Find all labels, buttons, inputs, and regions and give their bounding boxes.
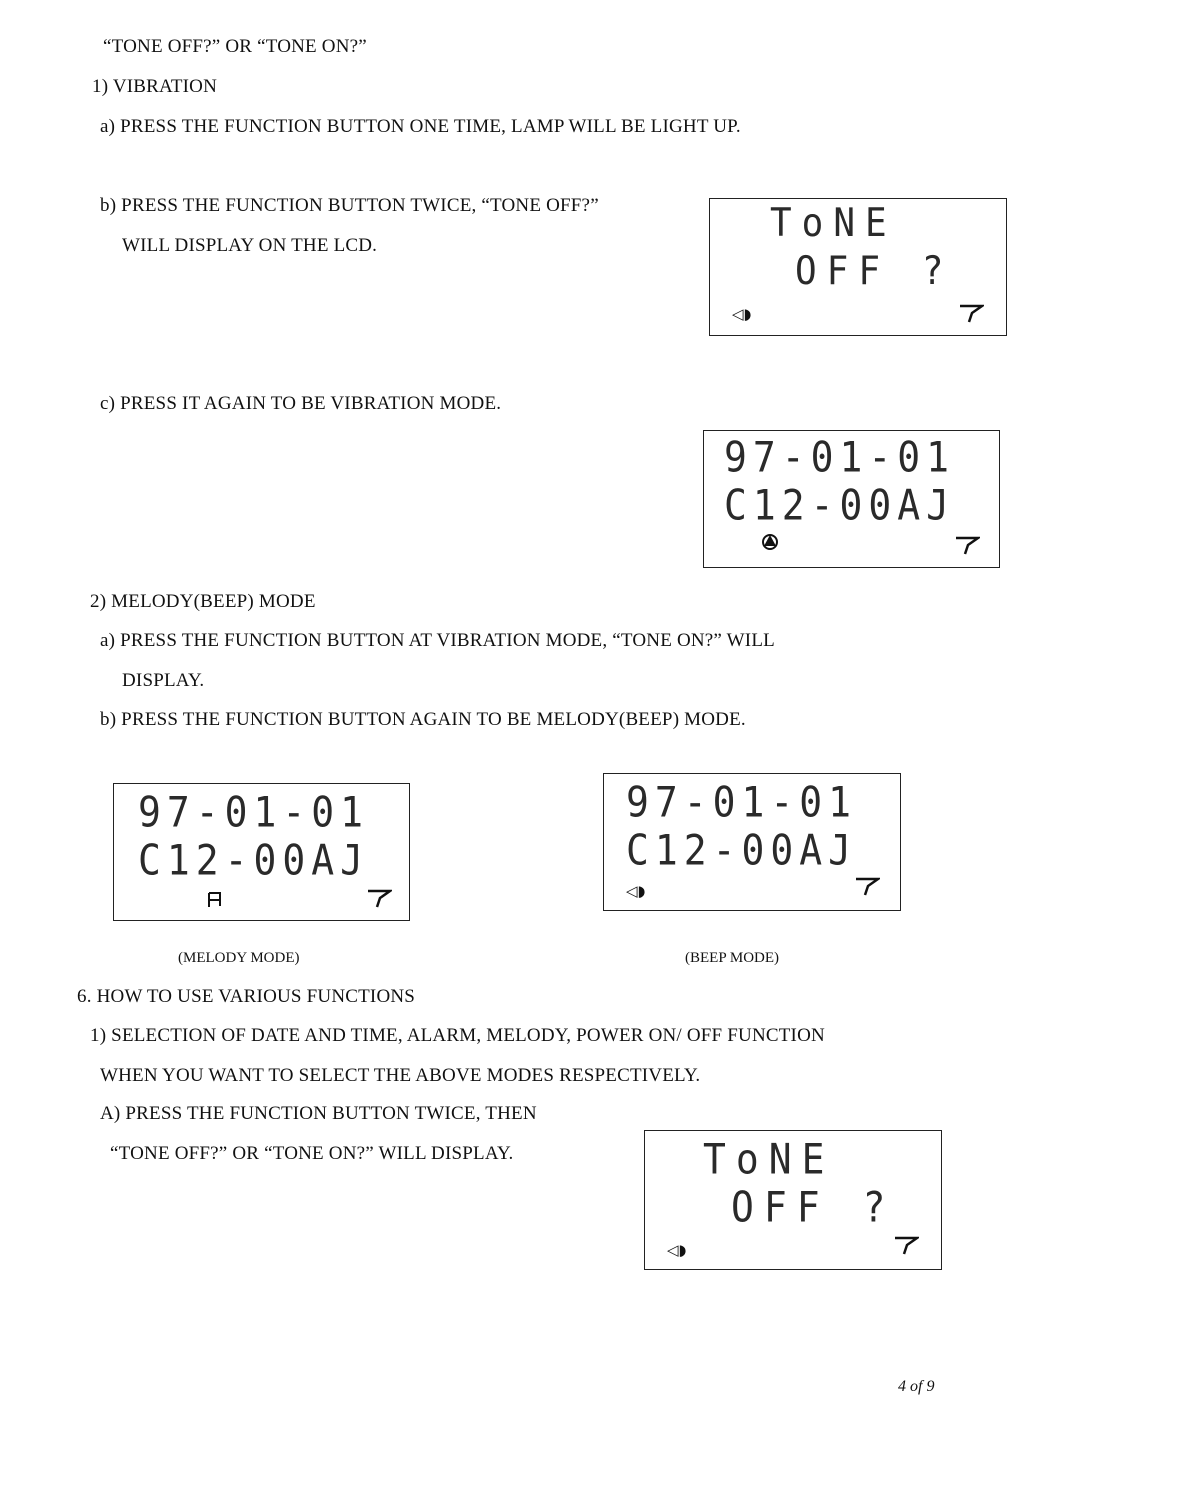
step-selection-a: A) PRESS THE FUNCTION BUTTON TWICE, THEN [100, 1103, 537, 1124]
speaker-icon: ◁◗ [626, 882, 646, 900]
heading-vibration: 1) VIBRATION [92, 76, 218, 97]
lcd-time-row: C12-00AJ [138, 835, 370, 885]
step-melody-b: b) PRESS THE FUNCTION BUTTON AGAIN TO BE MELODY(BEEP) MODE. [100, 709, 746, 730]
step-vibration-b: b) PRESS THE FUNCTION BUTTON TWICE, “TONE OFF?” [100, 195, 599, 216]
lcd-time-row: C12-00AJ [626, 825, 858, 875]
lcd-row-top: ToNE [770, 200, 897, 247]
antenna-icon [854, 876, 880, 896]
lcd-vibration-mode [703, 430, 1000, 568]
step-selection-a-cont: “TONE OFF?” OR “TONE ON?” WILL DISPLAY. [110, 1143, 514, 1164]
antenna-icon [958, 303, 984, 323]
lcd-date-row: 97-01-01 [724, 432, 956, 482]
lcd-melody-mode [113, 783, 410, 921]
step-vibration-b-cont: WILL DISPLAY ON THE LCD. [122, 235, 378, 256]
lcd-row-top: ToNE [703, 1134, 835, 1184]
lcd-time-row: C12-00AJ [724, 480, 956, 530]
lcd-tone-off-function [644, 1130, 942, 1270]
lcd-row-bottom: OFF ? [731, 1182, 896, 1232]
step-selection-1: 1) SELECTION OF DATE AND TIME, ALARM, MELODY, POWER ON/ OFF FUNCTION [90, 1025, 825, 1046]
antenna-icon [893, 1235, 919, 1255]
intro-line: “TONE OFF?” OR “TONE ON?” [103, 36, 367, 57]
step-melody-a: a) PRESS THE FUNCTION BUTTON AT VIBRATION MODE, “TONE ON?” WILL [100, 630, 775, 651]
step-melody-a-cont: DISPLAY. [122, 670, 205, 691]
step-vibration-a: a) PRESS THE FUNCTION BUTTON ONE TIME, LAMP WILL BE LIGHT UP. [100, 116, 741, 137]
antenna-icon [954, 535, 980, 555]
step-selection-1-cont: WHEN YOU WANT TO SELECT THE ABOVE MODES RESPECTIVELY. [100, 1065, 701, 1086]
caption-beep-mode: (BEEP MODE) [685, 950, 780, 966]
speaker-icon: ◁◗ [667, 1241, 687, 1259]
vibration-icon [760, 531, 780, 553]
page-number: 4 of 9 [898, 1378, 935, 1395]
caption-melody-mode: (MELODY MODE) [178, 950, 300, 966]
step-vibration-c: c) PRESS IT AGAIN TO BE VIBRATION MODE. [100, 393, 502, 414]
antenna-icon [366, 888, 392, 908]
heading-melody: 2) MELODY(BEEP) MODE [90, 591, 316, 612]
lcd-row-bottom: OFF ? [795, 248, 954, 295]
lcd-date-row: 97-01-01 [626, 777, 858, 827]
lcd-tone-off [709, 198, 1007, 336]
lcd-date-row: 97-01-01 [138, 787, 370, 837]
section-6-heading: 6. HOW TO USE VARIOUS FUNCTIONS [77, 986, 416, 1007]
music-note-icon [206, 890, 224, 910]
lcd-beep-mode [603, 773, 901, 911]
speaker-icon: ◁◗ [732, 305, 752, 323]
